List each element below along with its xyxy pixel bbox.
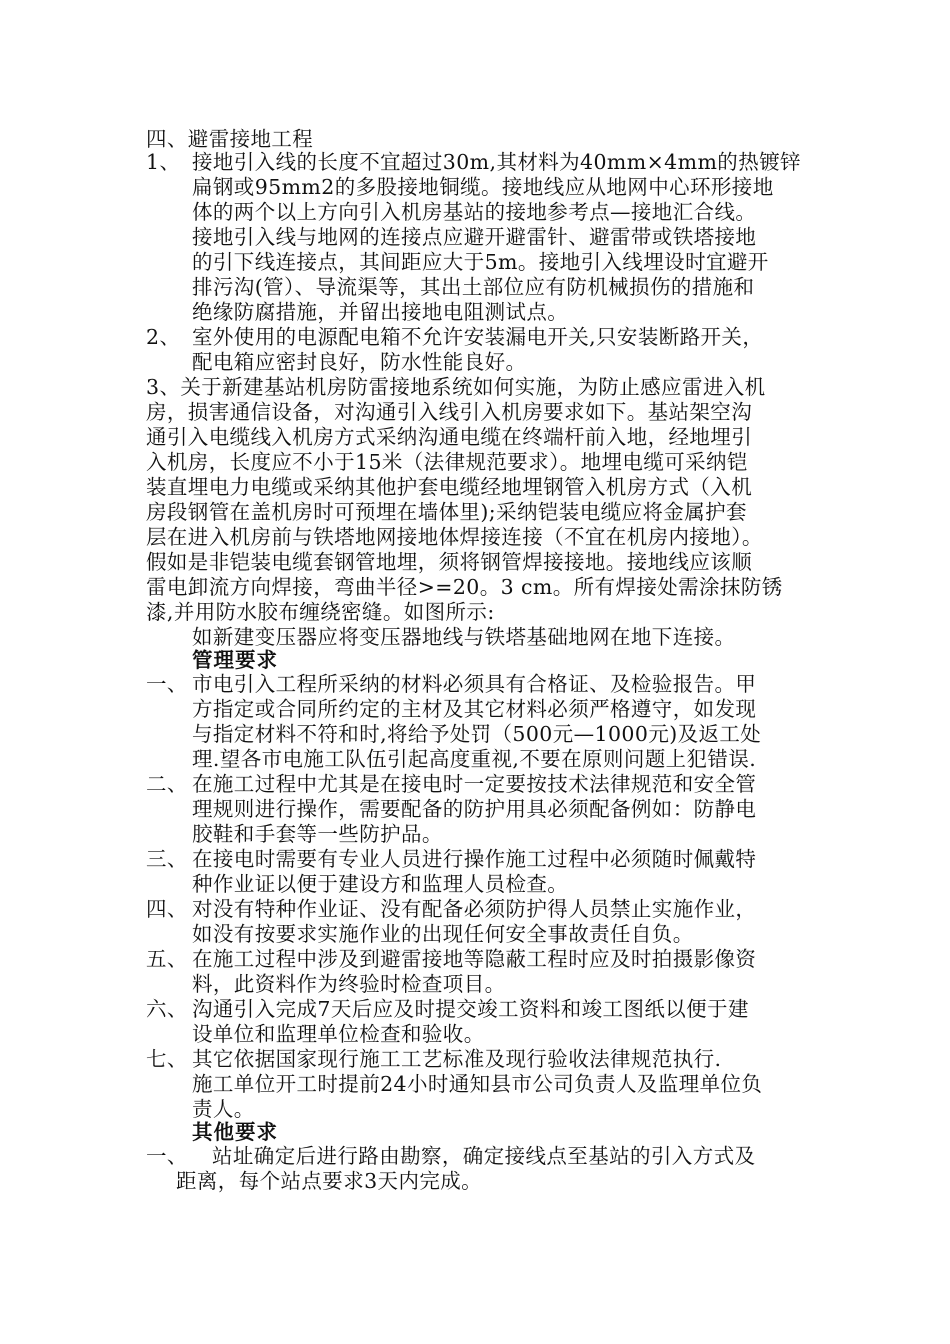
- paragraph-line: 假如是非铠装电缆套钢管地埋，须将钢管焊接接地。接地线应该顺: [146, 550, 753, 574]
- list-marker: 二、: [146, 772, 188, 796]
- list-marker: 1、: [146, 150, 181, 174]
- other-heading: 其他要求: [192, 1120, 278, 1144]
- paragraph-line: 体的两个以上方向引入机房基站的接地参考点—接地汇合线。: [192, 200, 757, 224]
- section-title: 四、避雷接地工程: [146, 127, 314, 151]
- paragraph-line: 层在进入机房前与铁塔地网接地体焊接连接（不宜在机房内接地）。: [146, 525, 763, 549]
- list-item-line: 站址确定后进行路由勘察，确定接线点至基站的引入方式及: [212, 1144, 756, 1168]
- list-item-line: 如没有按要求实施作业的出现任何安全事故责任自负。: [192, 922, 694, 946]
- paragraph-line: 接地引入线与地网的连接点应避开避雷针、避雷带或铁塔接地: [192, 225, 757, 249]
- list-item-line: 在施工过程中尤其是在接电时一定要按技术法律规范和安全管: [192, 772, 757, 796]
- paragraph-line: 排污沟(管）、导流渠等，其出土部位应有防机械损伤的措施和: [192, 275, 755, 299]
- paragraph-line: 房段钢管在盖机房时可预埋在墙体里);采纳铠装电缆应将金属护套: [146, 500, 747, 524]
- list-item-line: 在接电时需要有专业人员进行操作施工过程中必须随时佩戴特: [192, 847, 757, 871]
- list-item-line: 与指定材料不符和时,将给予处罚（500元—1000元)及返工处: [192, 722, 762, 746]
- list-item-line: 沟通引入完成7天后应及时提交竣工资料和竣工图纸以便于建: [192, 997, 749, 1021]
- list-item-line: 其它依据国家现行施工工艺标准及现行验收法律规范执行.: [192, 1047, 722, 1071]
- list-item-line: 距离，每个站点要求3天内完成。: [176, 1169, 483, 1193]
- list-item-line: 胶鞋和手套等一些防护品。: [192, 822, 443, 846]
- list-item-line: 方指定或合同所约定的主材及其它材料必须严格遵守，如发现: [192, 697, 757, 721]
- list-item-line: 理规则进行操作，需要配备的防护用具必须配备例如：防静电: [192, 797, 757, 821]
- list-item-line: 对没有特种作业证、没有配备必须防护得人员禁止实施作业，: [192, 897, 757, 921]
- paragraph-line: 配电箱应密封良好，防水性能良好。: [192, 350, 527, 374]
- paragraph-line: 室外使用的电源配电箱不允许安装漏电开关,只安装断路开关，: [192, 325, 764, 349]
- paragraph-line: 通引入电缆线入机房方式采纳沟通电缆在终端杆前入地，经地埋引: [146, 425, 753, 449]
- list-marker: 一、: [146, 672, 188, 696]
- paragraph-line: 漆,并用防水胶布缠绕密缝。如图所示:: [146, 600, 495, 624]
- paragraph-line: 绝缘防腐措施，并留出接地电阻测试点。: [192, 300, 569, 324]
- list-item-line: 种作业证以便于建设方和监理人员检查。: [192, 872, 569, 896]
- list-marker: 七、: [146, 1047, 188, 1071]
- transformer-note: 如新建变压器应将变压器地线与铁塔基础地网在地下连接。: [192, 625, 736, 649]
- list-marker: 一、: [146, 1144, 188, 1168]
- paragraph-line: 接地引入线的长度不宜超过30m,其材料为40mm×4mm的热镀锌: [192, 150, 801, 174]
- list-item-line: 料，此资料作为终验时检查项目。: [192, 972, 506, 996]
- list-marker: 四、: [146, 897, 188, 921]
- list-marker: 六、: [146, 997, 188, 1021]
- list-item-line: 理.望各市电施工队伍引起高度重视,不要在原则问题上犯错误.: [192, 747, 757, 771]
- management-heading: 管理要求: [192, 648, 278, 672]
- list-marker: 2、: [146, 325, 181, 349]
- paragraph-line: 3、关于新建基站机房防雷接地系统如何实施，为防止感应雷进入机: [146, 375, 766, 399]
- list-marker: 五、: [146, 947, 188, 971]
- notice-line: 责人。: [192, 1097, 255, 1121]
- paragraph-line: 房，损害通信设备，对沟通引入线引入机房要求如下。基站架空沟: [146, 400, 753, 424]
- paragraph-line: 入机房，长度应不小于15米（法律规范要求）。地埋电缆可采纳铠: [146, 450, 748, 474]
- list-item-line: 在施工过程中涉及到避雷接地等隐蔽工程时应及时拍摄影像资: [192, 947, 757, 971]
- paragraph-line: 雷电卸流方向焊接，弯曲半径>=20。3 cm。所有焊接处需涂抹防锈: [146, 575, 783, 599]
- paragraph-line: 扁钢或95mm2的多股接地铜缆。接地线应从地网中心环形接地: [192, 175, 774, 199]
- paragraph-line: 的引下线连接点，其间距应大于5m。接地引入线埋设时宜避开: [192, 250, 769, 274]
- notice-line: 施工单位开工时提前24小时通知县市公司负责人及监理单位负: [192, 1072, 763, 1096]
- paragraph-line: 装直埋电力电缆或采纳其他护套电缆经地埋钢管入机房方式（入机: [146, 475, 753, 499]
- list-marker: 三、: [146, 847, 188, 871]
- list-item-line: 设单位和监理单位检查和验收。: [192, 1022, 485, 1046]
- list-item-line: 市电引入工程所采纳的材料必须具有合格证、及检验报告。甲: [192, 672, 757, 696]
